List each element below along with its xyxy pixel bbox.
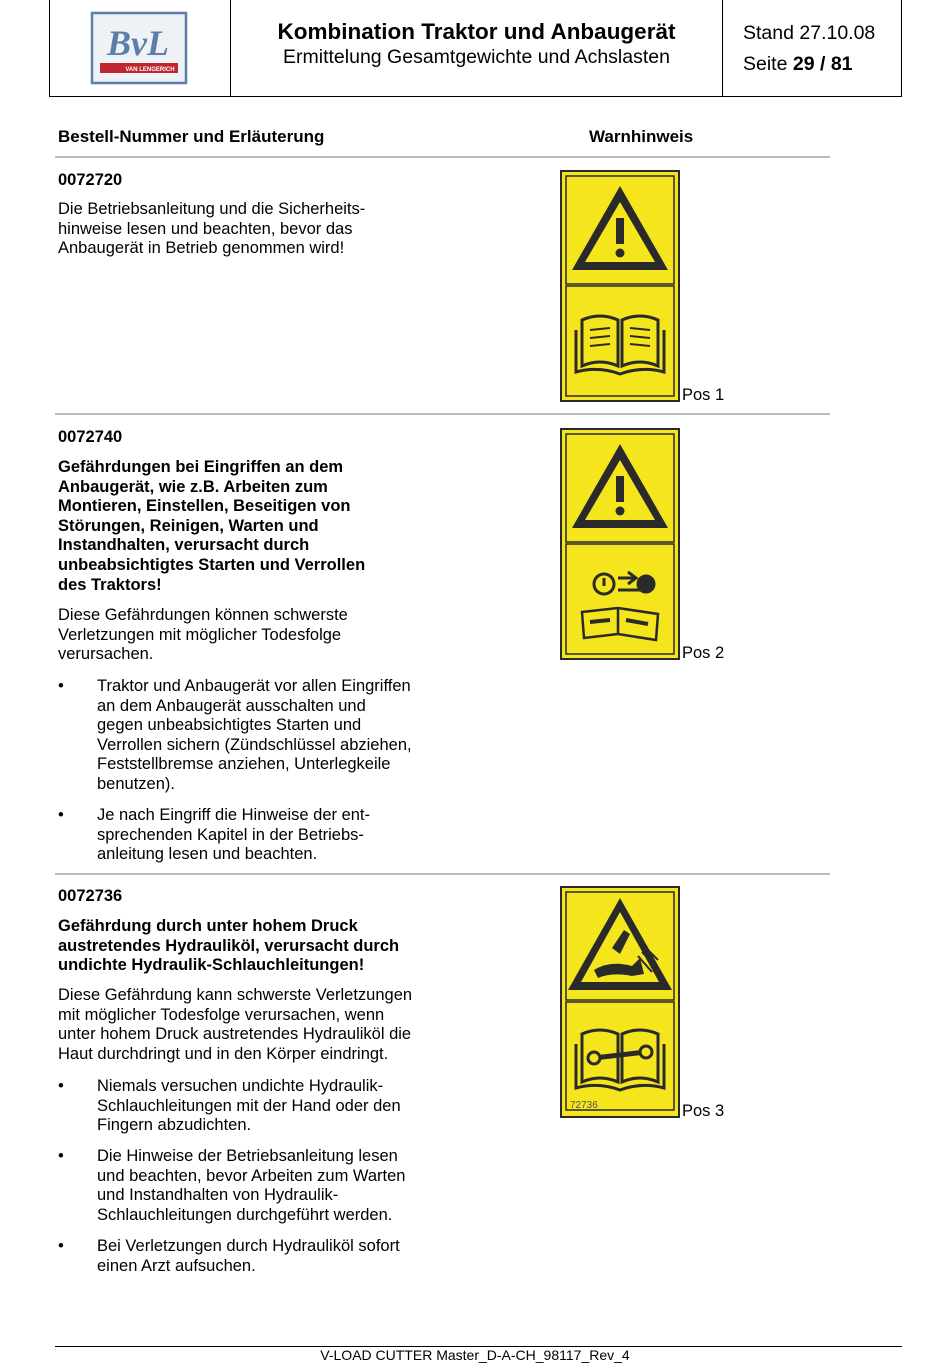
consequence-text xyxy=(58,606,348,665)
text-line: benutzen). xyxy=(97,774,175,793)
text-line: austretendes Hydrauliköl, verursacht durch xyxy=(58,936,400,955)
order-number: 0072720 xyxy=(58,171,123,189)
section-text xyxy=(58,200,365,259)
text-line: Niemals versuchen undichte Hydraulik- xyxy=(97,1077,384,1095)
text-line: Verrollen sichern (Zündschlüssel abziehen, xyxy=(97,735,412,754)
order-number: 0072740 xyxy=(58,428,123,446)
company-logo xyxy=(90,11,190,85)
sign-code: 72736 xyxy=(570,1100,598,1111)
text-line: Traktor und Anbaugerät vor allen Eingriffen xyxy=(97,677,411,695)
text-line: undichte Hydraulik-Schlauchleitungen! xyxy=(58,956,365,975)
position-label: Pos 3 xyxy=(682,1102,725,1120)
text-line: Haut durchdringt und in den Körper eindringt. xyxy=(58,1044,389,1063)
text-line: sprechenden Kapitel in der Betriebs- xyxy=(97,825,364,844)
text-line: gegen unbeabsichtigtes Starten und xyxy=(97,716,362,735)
text-line: Montieren, Einstellen, Beseitigen von xyxy=(58,497,351,516)
bullet-icon: • xyxy=(58,806,64,824)
text-line: Anbaugerät, wie z.B. Arbeiten zum xyxy=(58,477,328,496)
warning-sign-pos2 xyxy=(560,428,680,660)
text-line: Störungen, Reinigen, Warten und xyxy=(58,516,319,535)
bullet-icon: • xyxy=(58,677,64,695)
text-line: und beachten, bevor Arbeiten zum Warten xyxy=(97,1166,406,1185)
text-line: hinweise lesen und beachten, bevor das xyxy=(58,219,353,238)
text-line: unbeabsichtigtes Starten und Verrollen xyxy=(58,555,366,574)
page-number xyxy=(743,53,853,76)
text-line: Gefährdungen bei Eingriffen an dem xyxy=(58,458,344,476)
column-header-order-number: Bestell-Nummer und Erläuterung xyxy=(58,127,325,146)
text-line: Schlauchleitungen mit der Hand oder den xyxy=(97,1096,401,1115)
text-line: Schlauchleitungen durchgeführt werden. xyxy=(97,1205,393,1224)
divider xyxy=(55,413,830,415)
page-subtitle: Ermittelung Gesamtgewichte und Achslasten xyxy=(283,46,670,68)
hazard-description xyxy=(58,458,365,595)
warning-sign-pos3 xyxy=(560,886,680,1118)
divider xyxy=(55,156,830,158)
divider xyxy=(55,873,830,875)
text-line: Instandhalten, verursacht durch xyxy=(58,536,310,555)
column-header-warning: Warnhinweis xyxy=(589,127,694,146)
text-line: des Traktors! xyxy=(58,575,162,594)
bullet-icon: • xyxy=(58,1147,64,1165)
page-value: 29 / 81 xyxy=(792,53,853,75)
text-line: Anbaugerät in Betrieb genommen wird! xyxy=(58,239,345,258)
bullet-icon: • xyxy=(58,1237,64,1255)
text-line: Verletzungen mit möglicher Todesfolge xyxy=(58,625,342,644)
document-header xyxy=(49,0,902,97)
text-line: Gefährdung durch unter hohem Druck xyxy=(58,917,358,935)
text-line: Fingern abzudichten. xyxy=(97,1116,252,1135)
text-line: Bei Verletzungen durch Hydrauliköl sofort xyxy=(97,1237,400,1255)
hazard-description xyxy=(58,917,399,976)
bullet-icon: • xyxy=(58,1077,64,1095)
consequence-text xyxy=(58,986,412,1064)
text-line: unter hohem Druck austretendes Hydrauliköl die xyxy=(58,1025,412,1044)
logo-text: BvL xyxy=(107,23,169,63)
text-line: Die Hinweise der Betriebsanleitung lesen xyxy=(97,1147,398,1165)
text-line: und Instandhalten von Hydraulik- xyxy=(97,1186,339,1205)
text-line: mit möglicher Todesfolge verursachen, wenn xyxy=(58,1005,385,1024)
text-line: anleitung lesen und beachten. xyxy=(97,845,318,864)
text-line: Feststellbremse anziehen, Unterlegkeile xyxy=(97,755,391,774)
text-line: Je nach Eingriff die Hinweise der ent- xyxy=(97,806,371,824)
page-label: Seite xyxy=(743,53,788,75)
text-line: verursachen. xyxy=(58,645,154,664)
text-line: einen Arzt aufsuchen. xyxy=(97,1256,256,1275)
document-footer: V-LOAD CUTTER Master_D-A-CH_98117_Rev_4 xyxy=(320,1347,630,1363)
position-label: Pos 1 xyxy=(682,386,725,404)
text-line: Diese Gefährdung kann schwerste Verletzungen xyxy=(58,986,413,1004)
stand-date: Stand 27.10.08 xyxy=(743,22,876,44)
page-title: Kombination Traktor und Anbaugerät xyxy=(277,19,676,44)
order-number: 0072736 xyxy=(58,887,123,905)
warning-sign-pos1 xyxy=(560,170,680,402)
text-line: an dem Anbaugerät ausschalten und xyxy=(97,696,366,715)
text-line: Die Betriebsanleitung und die Sicherheits- xyxy=(58,200,366,218)
meta-cell xyxy=(722,0,903,96)
position-label: Pos 2 xyxy=(682,644,725,662)
logo-subtext: VAN LENGERICH xyxy=(125,67,175,73)
logo-cell xyxy=(50,0,231,96)
text-line: Diese Gefährdungen können schwerste xyxy=(58,606,348,624)
